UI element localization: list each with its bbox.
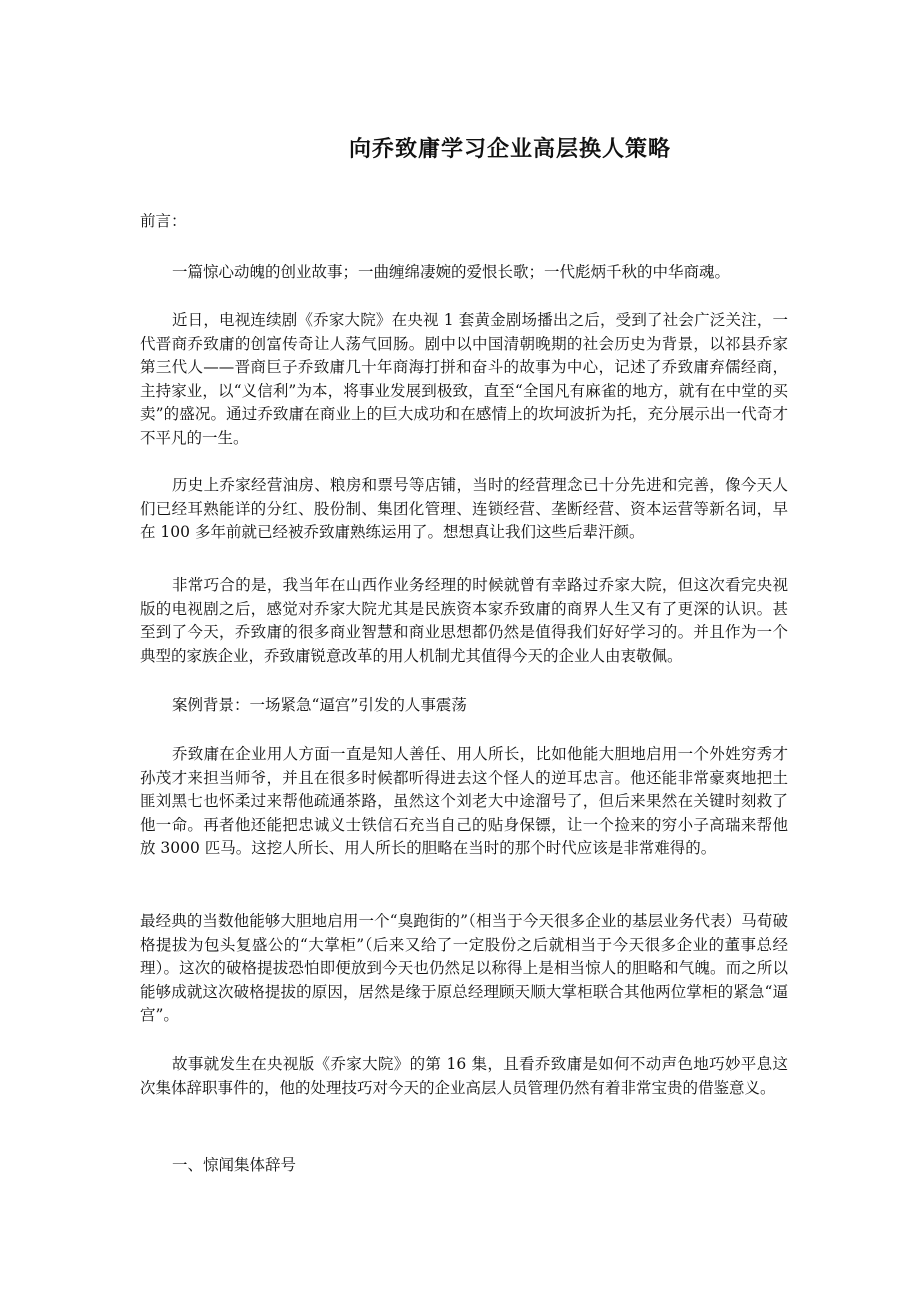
paragraph-intro: 近日，电视连续剧《乔家大院》在央视 1 套黄金剧场播出之后，受到了社会广泛关注，一代晋商乔致庸的创富传奇让人荡气回肠。剧中以中国清朝晚期的社会历史为背景，以祁县乔家第三代人——晋商巨子乔致庸几十年商海打拼和奋斗的故事为中心，记述了乔致庸弃儒经商，主持家业，以“义信利”为本，将事业发展到极致，直至“全国凡有麻雀的地方，就有在中堂的买卖”的盛况。通过乔致庸在商业上的巨大成功和在感情上的坎坷波折为托，充分展示出一代奇才不平凡的一生。 [140, 311, 788, 447]
paragraph-tagline: 一篇惊心动魄的创业故事；一曲缠绵凄婉的爱恨长歌；一代彪炳千秋的中华商魂。 [172, 263, 731, 281]
page-title: 向乔致庸学习企业高层换人策略 [348, 136, 671, 162]
paragraph-episode: 故事就发生在央视版《乔家大院》的第 16 集，且看乔致庸是如何不动声色地巧妙平息这次集体辞职事件的，他的处理技巧对今天的企业高层人员管理仍然有着非常宝贵的借鉴意义。 [140, 1055, 788, 1097]
section-heading-resignation: 一、惊闻集体辞号 [172, 1156, 297, 1174]
preface-label: 前言： [140, 212, 187, 230]
paragraph-history: 历史上乔家经营油房、粮房和票号等店铺，当时的经营理念已十分先进和完善，像今天人们已经耳熟能详的分红、股份制、集团化管理、连锁经营、垄断经营、资本运营等新名词，早在 100 多年前就已经被乔致庸熟练运用了。想想真让我们这些后辈汗颜。 [140, 476, 788, 542]
paragraph-coincidence: 非常巧合的是，我当年在山西作业务经理的时候就曾有幸路过乔家大院，但这次看完央视版的电视剧之后，感觉对乔家大院尤其是民族资本家乔致庸的商界人生又有了更深的认识。甚至到了今天，乔致庸的很多商业智慧和商业思想都仍然是值得我们好好学习的。并且作为一个典型的家族企业，乔致庸锐意改革的用人机制尤其值得今天的企业人由衷敬佩。 [140, 576, 788, 665]
paragraph-promotion: 最经典的当数他能够大胆地启用一个“臭跑街的”（相当于今天很多企业的基层业务代表）马荀破格提拔为包头复盛公的“大掌柜”（后来又给了一定股份之后就相当于今天很多企业的董事总经理）。这次的破格提拔恐怕即便放到今天也仍然足以称得上是相当惊人的胆略和气魄。而之所以能够成就这次破格提拔的原因，居然是缘于原总经理顾天顺大掌柜联合其他两位掌柜的紧急“逼宫”。 [140, 912, 788, 1025]
paragraph-talent: 乔致庸在企业用人方面一直是知人善任、用人所长，比如他能大胆地启用一个外姓穷秀才孙茂才来担当师爷，并且在很多时候都听得进去这个怪人的逆耳忠言。他还能非常豪爽地把土匪刘黑七也怀柔过来帮他疏通茶路，虽然这个刘老大中途溜号了，但后来果然在关键时刻救了他一命。再者他还能把忠诚义士铁信石充当自己的贴身保镖，让一个捡来的穷小子高瑞来帮他放 3000 匹马。这挖人所长、用人所长的胆略在当时的那个时代应该是非常难得的。 [140, 745, 788, 858]
section-heading-case-background: 案例背景：一场紧急“逼宫”引发的人事震荡 [172, 696, 467, 714]
